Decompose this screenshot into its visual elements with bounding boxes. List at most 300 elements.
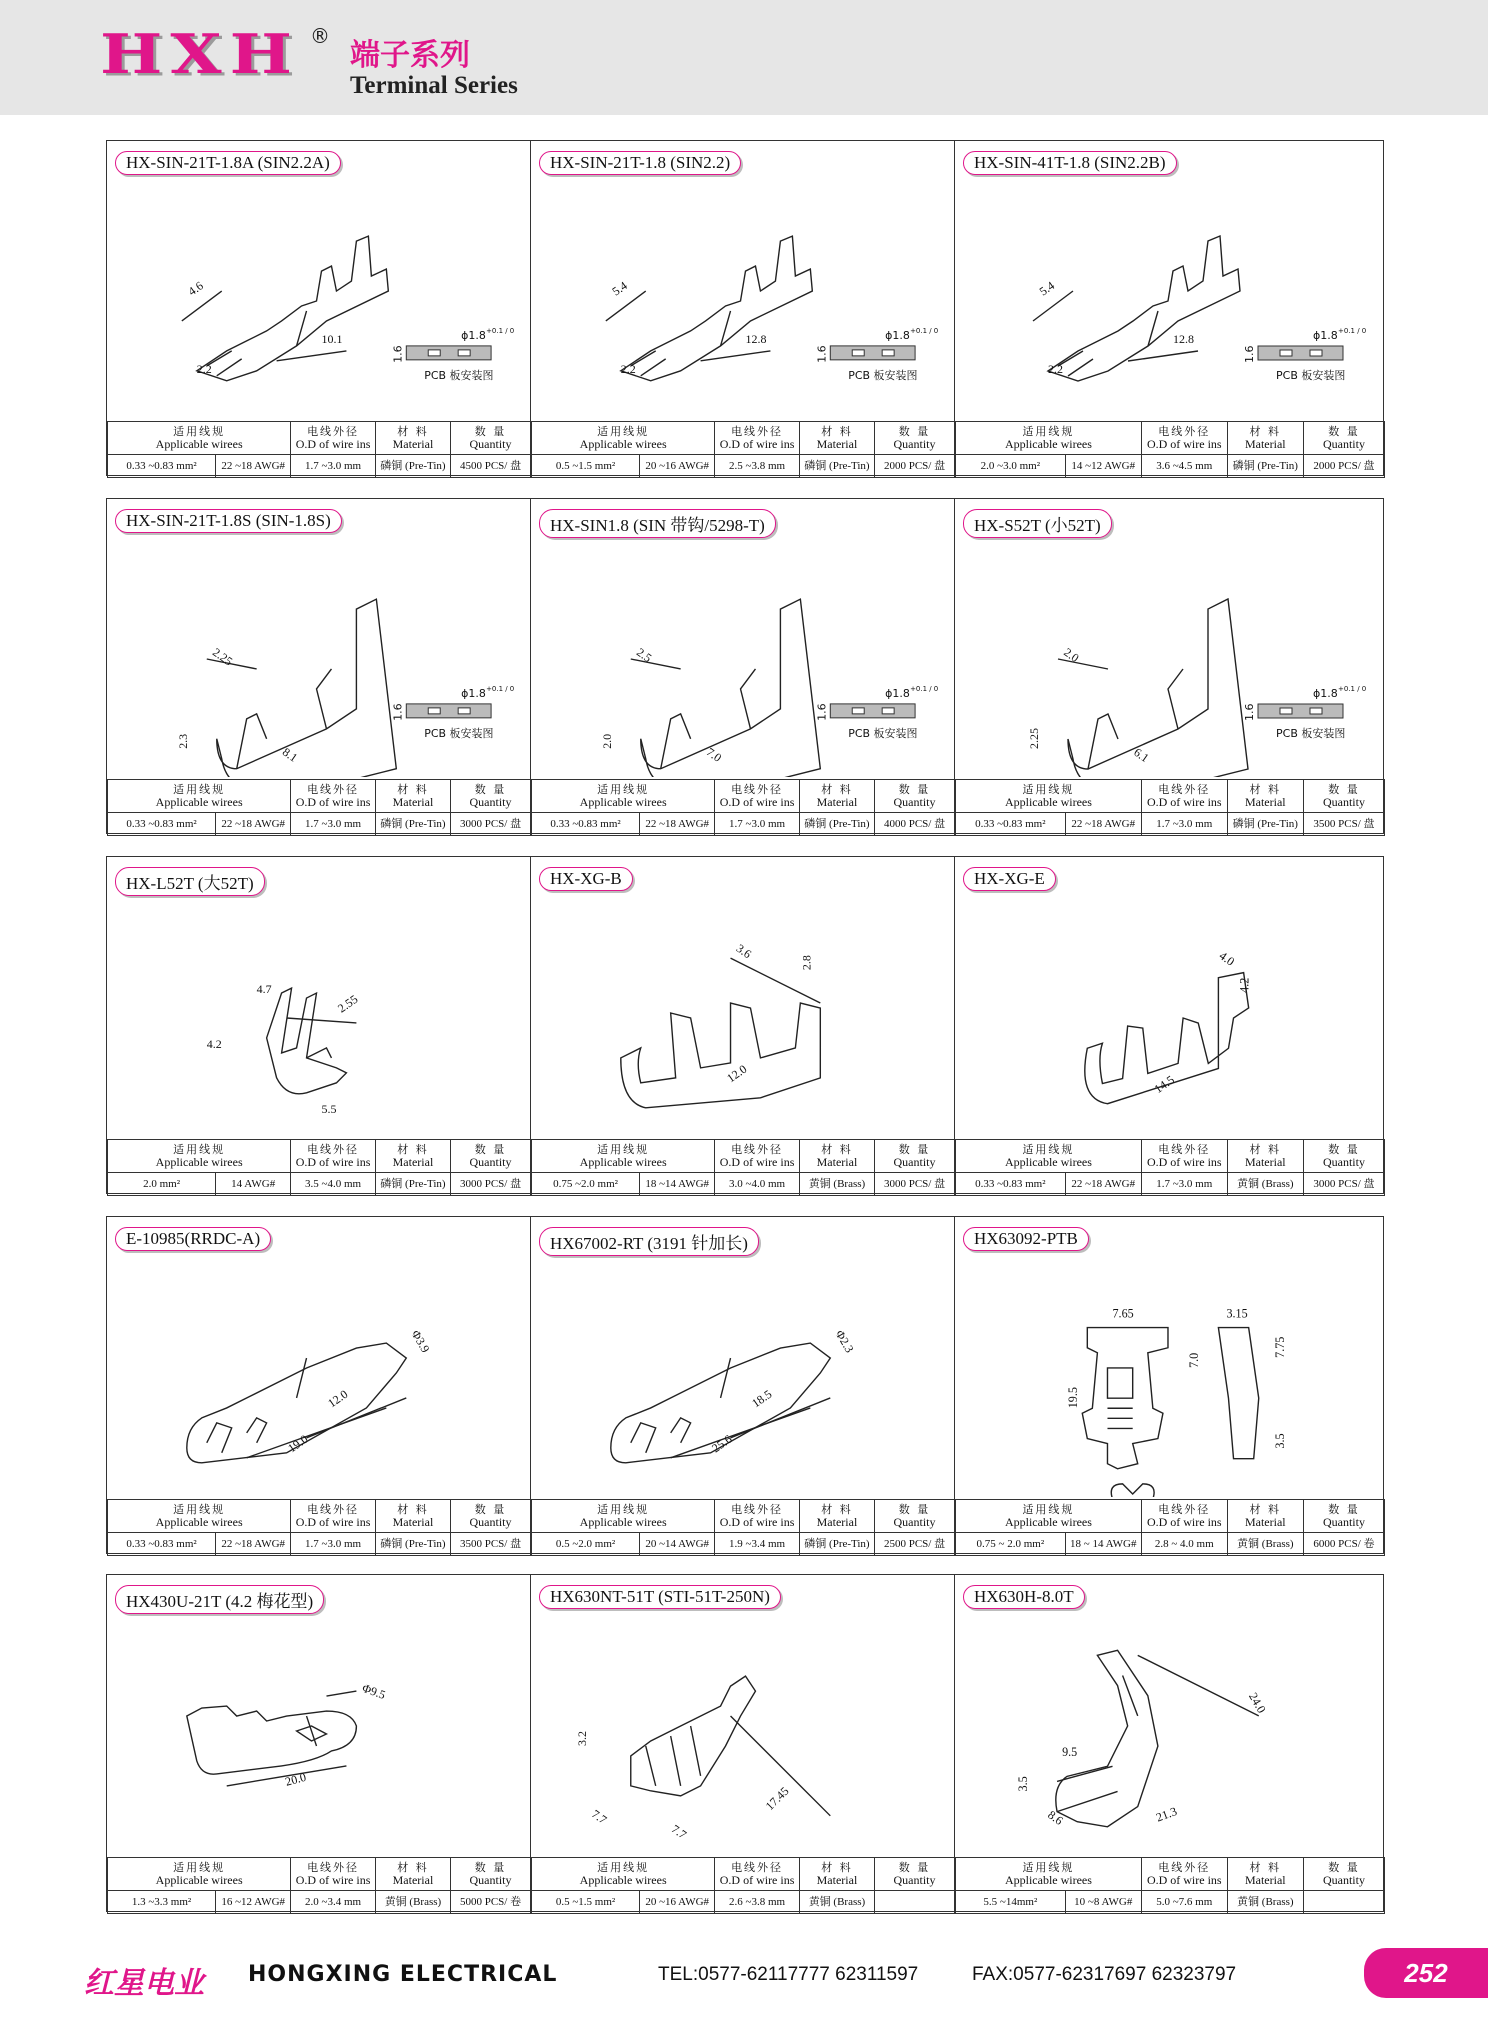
spec-value-qty: 5000 PCS/ 卷 <box>451 1891 531 1914</box>
terminal-drawing <box>955 181 1385 419</box>
terminal-outline <box>621 1003 821 1108</box>
pcb-board-section <box>1258 704 1343 718</box>
product-model-label: HX63092-PTB <box>963 1227 1089 1251</box>
spec-header-en: Material <box>816 1873 858 1887</box>
terminal-outline <box>287 1018 357 1058</box>
pcb-hole <box>882 350 894 356</box>
dimension-label: 7.75 <box>1272 1336 1287 1358</box>
terminal-outline <box>641 599 821 777</box>
spec-header-en: Quantity <box>893 795 936 809</box>
spec-header-cn: 材 料 <box>821 1503 853 1516</box>
product-model-label: HX-SIN-21T-1.8A (SIN2.2A) <box>115 151 341 175</box>
dimension-label: 4.2 <box>1237 977 1252 993</box>
product-card <box>531 141 955 475</box>
spec-header <box>451 1500 531 1533</box>
product-card <box>531 857 955 1193</box>
pcb-thickness: 1.6 <box>1243 345 1256 363</box>
spec-header <box>108 780 291 813</box>
spec-header-cn: 电线外径 <box>731 1861 784 1874</box>
spec-value-qty <box>875 1891 955 1914</box>
spec-value-material: 磷铜 (Pre-Tin) <box>375 455 450 478</box>
series-title-en: Terminal Series <box>350 72 518 99</box>
dimension-label: 12.0 <box>724 1061 750 1086</box>
spec-value-od: 1.7 ~3.0 mm <box>291 455 376 478</box>
pcb-label: PCB 板安装图 <box>1276 727 1346 740</box>
spec-value-awg: 22 ~18 AWG# <box>640 813 715 836</box>
spec-table <box>531 1857 955 1911</box>
pcb-thickness: 1.6 <box>391 345 405 363</box>
dimension-label: 2.25 <box>1027 728 1041 749</box>
terminal-outline <box>1056 1650 1158 1826</box>
spec-header-cn: 数 量 <box>898 1861 931 1874</box>
spec-header-cn: 适用线规 <box>1022 783 1075 796</box>
spec-value-od: 1.7 ~3.0 mm <box>1141 1173 1227 1196</box>
dimension-line <box>1138 1655 1259 1716</box>
spec-header-en: Applicable wirees <box>1004 1873 1092 1887</box>
pcb-thickness: 1.6 <box>391 703 405 721</box>
terminal-drawing <box>531 539 954 777</box>
brand-logo: HXH <box>100 22 300 86</box>
spec-header-cn: 数 量 <box>1328 1143 1360 1156</box>
spec-value-wires: 1.3 ~3.3 mm² <box>108 1891 216 1914</box>
dimension-label: 2.5 <box>634 644 655 666</box>
dimension-label: 12.8 <box>1173 332 1194 346</box>
spec-value-qty: 2000 PCS/ 盘 <box>875 455 955 478</box>
spec-value-material: 磷铜 (Pre-Tin) <box>1227 813 1303 836</box>
spec-header <box>291 1858 376 1891</box>
spec-header <box>799 422 874 455</box>
spec-value-material: 黄铜 (Brass) <box>1227 1891 1303 1914</box>
dimension-line <box>307 1398 407 1438</box>
spec-header-en: O.D of wire ins <box>1146 437 1222 451</box>
company-name-cn: 红星电业 <box>84 1966 204 2001</box>
spec-header-en: Material <box>392 1873 434 1887</box>
dimension-line <box>671 1408 811 1458</box>
spec-value-od: 5.0 ~7.6 mm <box>1141 1891 1227 1914</box>
spec-header <box>799 1500 874 1533</box>
spec-value-qty <box>1303 1891 1384 1914</box>
spec-value-material: 磷铜 (Pre-Tin) <box>375 813 450 836</box>
pcb-hole-tolerance: +0.1 / 0 <box>910 684 939 693</box>
spec-header-en: Applicable wirees <box>1004 795 1092 809</box>
spec-table <box>531 421 955 475</box>
spec-header-en: O.D of wire ins <box>295 437 371 451</box>
spec-value-material: 磷铜 (Pre-Tin) <box>799 1533 874 1556</box>
dimension-label: 12.0 <box>325 1386 351 1411</box>
spec-header <box>875 1140 955 1173</box>
spec-header-cn: 材 料 <box>1249 425 1282 438</box>
spec-header-cn: 数 量 <box>474 425 507 438</box>
spec-header <box>875 422 955 455</box>
spec-header-en: Material <box>392 1155 434 1169</box>
spec-header-en: Applicable wirees <box>155 1155 243 1169</box>
spec-value-awg: 20 ~16 AWG# <box>640 455 715 478</box>
spec-value-qty: 3000 PCS/ 盘 <box>451 813 531 836</box>
dimension-label: 7.7 <box>589 1806 610 1827</box>
spec-header-en: Quantity <box>893 437 936 451</box>
dimension-label: 6.1 <box>1131 744 1152 766</box>
terminal-drawing <box>107 181 530 419</box>
spec-header <box>956 422 1142 455</box>
spec-table <box>107 1857 531 1911</box>
dimension-label: 2.25 <box>210 644 236 669</box>
spec-value-awg: 22 ~18 AWG# <box>1065 813 1141 836</box>
product-card <box>531 499 955 833</box>
spec-header-cn: 适用线规 <box>1022 1503 1075 1516</box>
spec-header-cn: 数 量 <box>1328 1503 1360 1516</box>
pcb-hole-tolerance: +0.1 / 0 <box>486 684 515 693</box>
spec-header-en: Applicable wirees <box>155 1873 243 1887</box>
pcb-label: PCB 板安装图 <box>424 726 494 740</box>
pcb-hole-tolerance: +0.1 / 0 <box>486 326 515 335</box>
spec-header-en: O.D of wire ins <box>295 1873 371 1887</box>
pcb-hole-diameter: ϕ1.8 <box>461 328 486 342</box>
spec-header-cn: 数 量 <box>474 1143 507 1156</box>
product-model-label: HX-XG-B <box>539 867 633 891</box>
pcb-hole-diameter: ϕ1.8 <box>1313 329 1338 342</box>
spec-header-en: O.D of wire ins <box>295 1155 371 1169</box>
telephone: TEL:0577-62117777 62311597 <box>658 1964 919 1985</box>
spec-header-en: Quantity <box>893 1873 936 1887</box>
pcb-hole-diameter: ϕ1.8 <box>885 328 910 342</box>
spec-header-en: Applicable wirees <box>579 1155 667 1169</box>
spec-value-material: 磷铜 (Pre-Tin) <box>375 1173 450 1196</box>
spec-header <box>956 1858 1142 1891</box>
terminal-drawing <box>531 181 954 419</box>
dimension-label: 4.7 <box>256 982 272 997</box>
spec-header-cn: 适用线规 <box>1022 1143 1075 1156</box>
spec-header-en: Material <box>816 1515 858 1529</box>
spec-value-material: 黄铜 (Brass) <box>1227 1533 1303 1556</box>
spec-value-qty: 3000 PCS/ 盘 <box>1303 1173 1384 1196</box>
pcb-label: PCB 板安装图 <box>848 368 918 382</box>
spec-value-od: 3.0 ~4.0 mm <box>715 1173 800 1196</box>
spec-value-od: 1.7 ~3.0 mm <box>291 1533 376 1556</box>
spec-value-od: 2.5 ~3.8 mm <box>715 455 800 478</box>
dimension-label: 20.0 <box>283 1769 308 1789</box>
spec-header-en: O.D of wire ins <box>295 1515 371 1529</box>
pcb-hole <box>1280 708 1292 714</box>
spec-header <box>375 422 450 455</box>
spec-value-awg: 14 ~12 AWG# <box>1065 455 1141 478</box>
spec-header-en: O.D of wire ins <box>719 1873 795 1887</box>
spec-header <box>1303 1500 1384 1533</box>
spec-value-material: 黄铜 (Brass) <box>799 1891 874 1914</box>
spec-header-cn: 电线外径 <box>731 425 784 438</box>
spec-value-qty: 3500 PCS/ 盘 <box>1303 813 1384 836</box>
spec-header-cn: 电线外径 <box>307 425 360 438</box>
spec-header <box>108 1140 291 1173</box>
terminal-drawing <box>107 1615 530 1855</box>
pcb-board-section <box>406 704 491 718</box>
dimension-label: 25.6 <box>709 1431 735 1456</box>
product-card <box>107 857 531 1193</box>
spec-header-en: Applicable wirees <box>1004 1155 1092 1169</box>
pcb-mount-diagram <box>815 327 938 382</box>
dimension-label: 19.0 <box>285 1431 311 1456</box>
spec-value-qty: 6000 PCS/ 卷 <box>1303 1533 1384 1556</box>
dimension-line <box>606 291 646 321</box>
pcb-mount-diagram <box>815 685 938 740</box>
spec-header <box>715 780 800 813</box>
spec-value-awg: 20 ~14 AWG# <box>640 1533 715 1556</box>
pcb-mount-diagram <box>1243 327 1366 382</box>
spec-header-cn: 材 料 <box>397 1143 429 1156</box>
pcb-hole-tolerance: +0.1 / 0 <box>1338 327 1367 335</box>
spec-header <box>875 1500 955 1533</box>
pcb-board-section <box>830 704 915 718</box>
spec-header <box>1227 1500 1303 1533</box>
product-model-label: HX-XG-E <box>963 867 1056 891</box>
spec-header-en: Applicable wirees <box>155 1515 243 1529</box>
dimension-label: 17.45 <box>762 1783 792 1813</box>
series-title-cn: 端子系列 <box>350 38 470 73</box>
spec-value-awg: 14 AWG# <box>216 1173 291 1196</box>
spec-header <box>375 1140 450 1173</box>
spec-header-cn: 数 量 <box>1328 783 1360 796</box>
terminal-outline <box>646 1726 701 1786</box>
dimension-label: Φ2.3 <box>832 1327 857 1356</box>
terminal-drawing <box>955 539 1385 777</box>
spec-header-en: Quantity <box>893 1515 936 1529</box>
spec-value-wires: 0.5 ~2.0 mm² <box>532 1533 640 1556</box>
spec-header-en: O.D of wire ins <box>719 1155 795 1169</box>
pcb-hole <box>882 708 894 714</box>
pcb-thickness: 1.6 <box>1243 703 1256 721</box>
dimension-label: 5.4 <box>609 278 630 299</box>
spec-table <box>955 1139 1385 1193</box>
spec-header-cn: 数 量 <box>1328 425 1360 438</box>
spec-value-qty: 2500 PCS/ 盘 <box>875 1533 955 1556</box>
spec-header-cn: 电线外径 <box>307 1503 360 1516</box>
spec-header-cn: 适用线规 <box>173 425 226 438</box>
pcb-hole-diameter: ϕ1.8 <box>1313 687 1338 700</box>
dimension-line <box>1033 291 1073 321</box>
spec-header-cn: 材 料 <box>1249 1861 1282 1874</box>
dimension-label: Φ3.9 <box>408 1327 433 1356</box>
pcb-hole-diameter: ϕ1.8 <box>461 686 486 700</box>
dimension-label: 2.3 <box>175 733 190 749</box>
terminal-drawing <box>531 1257 954 1497</box>
page-number: 252 <box>1364 1948 1488 1998</box>
spec-header-en: O.D of wire ins <box>719 795 795 809</box>
spec-header <box>799 1140 874 1173</box>
dimension-label: 9.5 <box>1062 1745 1078 1760</box>
dimension-label: 7.7 <box>668 1821 690 1842</box>
product-model-label: E-10985(RRDC-A) <box>115 1227 271 1251</box>
fax: FAX:0577-62317697 62323797 <box>972 1964 1237 1985</box>
spec-header-en: Quantity <box>1322 1873 1365 1887</box>
spec-header <box>1141 422 1227 455</box>
spec-header-en: Material <box>392 795 434 809</box>
product-card <box>955 857 1385 1193</box>
dimension-line <box>182 291 222 321</box>
spec-header-cn: 材 料 <box>821 1143 853 1156</box>
pcb-hole-tolerance: +0.1 / 0 <box>1338 685 1367 693</box>
terminal-drawing <box>955 1257 1385 1497</box>
dimension-label: 10.1 <box>321 331 343 346</box>
spec-value-awg: 10 ~8 AWG# <box>1065 1891 1141 1914</box>
spec-header-cn: 适用线规 <box>1022 425 1075 438</box>
terminal-drawing <box>955 897 1385 1137</box>
spec-header <box>956 780 1142 813</box>
spec-table <box>107 421 531 475</box>
spec-header <box>375 1500 450 1533</box>
dimension-label: 14.5 <box>1151 1072 1177 1097</box>
pcb-hole <box>1310 708 1322 714</box>
spec-header <box>532 780 715 813</box>
spec-header-cn: 电线外径 <box>731 1503 784 1516</box>
terminal-outline <box>1057 1676 1138 1812</box>
spec-header-cn: 材 料 <box>1249 1503 1282 1516</box>
spec-header-cn: 材 料 <box>1249 1143 1282 1156</box>
pcb-mount-diagram <box>391 327 514 382</box>
spec-header-en: Quantity <box>469 1873 512 1887</box>
spec-value-od: 3.6 ~4.5 mm <box>1141 455 1227 478</box>
dimension-label: 3.6 <box>733 941 755 962</box>
spec-value-material: 磷铜 (Pre-Tin) <box>375 1533 450 1556</box>
dimension-label: 4.0 <box>1216 948 1238 969</box>
spec-header-cn: 适用线规 <box>597 425 650 438</box>
terminal-drawing <box>531 897 954 1137</box>
spec-header-cn: 材 料 <box>397 783 429 796</box>
spec-header-cn: 材 料 <box>397 1503 429 1516</box>
product-card <box>107 1217 531 1553</box>
spec-value-od: 1.7 ~3.0 mm <box>1141 813 1227 836</box>
spec-header-cn: 数 量 <box>474 783 507 796</box>
spec-value-material: 磷铜 (Pre-Tin) <box>1227 455 1303 478</box>
spec-value-wires: 0.5 ~1.5 mm² <box>532 455 640 478</box>
spec-header <box>532 422 715 455</box>
spec-header-en: O.D of wire ins <box>1146 1155 1222 1169</box>
spec-value-awg: 22 ~18 AWG# <box>216 1533 291 1556</box>
spec-header-en: Material <box>392 437 434 451</box>
terminal-outline <box>631 311 731 376</box>
spec-value-material: 黄铜 (Brass) <box>1227 1173 1303 1196</box>
spec-header <box>715 422 800 455</box>
spec-value-awg: 18 ~14 AWG# <box>640 1173 715 1196</box>
pcb-hole <box>1310 350 1322 356</box>
spec-header <box>291 422 376 455</box>
dimension-label: 2.0 <box>1061 644 1082 666</box>
spec-header-en: Quantity <box>1322 437 1365 451</box>
spec-table <box>531 1499 955 1553</box>
dimension-label: 2.8 <box>799 955 814 971</box>
dimension-label: 12.8 <box>745 331 767 346</box>
spec-header <box>532 1140 715 1173</box>
spec-header <box>799 1858 874 1891</box>
terminal-drawing <box>107 897 530 1137</box>
pcb-label: PCB 板安装图 <box>848 726 918 740</box>
spec-header-en: Quantity <box>1322 1515 1365 1529</box>
spec-header-en: Material <box>816 795 858 809</box>
spec-value-wires: 0.75 ~ 2.0 mm² <box>956 1533 1066 1556</box>
spec-header-en: Quantity <box>893 1155 936 1169</box>
spec-header-en: Quantity <box>469 795 512 809</box>
spec-value-wires: 0.75 ~2.0 mm² <box>532 1173 640 1196</box>
product-card <box>955 141 1385 475</box>
terminal-outline <box>187 1706 357 1774</box>
spec-header <box>1141 1500 1227 1533</box>
spec-header-en: Material <box>392 1515 434 1529</box>
spec-header <box>875 1858 955 1891</box>
spec-value-od: 1.7 ~3.0 mm <box>715 813 800 836</box>
pcb-hole <box>1280 350 1292 356</box>
spec-value-awg: 16 ~12 AWG# <box>216 1891 291 1914</box>
spec-header <box>108 1500 291 1533</box>
terminal-outline <box>1218 1328 1258 1459</box>
spec-value-qty: 3500 PCS/ 盘 <box>451 1533 531 1556</box>
spec-header-cn: 材 料 <box>821 1861 853 1874</box>
spec-header-cn: 适用线规 <box>173 1143 226 1156</box>
spec-header-cn: 材 料 <box>821 425 853 438</box>
product-card <box>955 1217 1385 1553</box>
spec-header-cn: 电线外径 <box>1158 1861 1211 1874</box>
product-model-label: HX-SIN-21T-1.8S (SIN-1.8S) <box>115 509 342 533</box>
spec-value-od: 3.5 ~4.0 mm <box>291 1173 376 1196</box>
dimension-label: 19.5 <box>1066 1387 1081 1409</box>
spec-header <box>799 780 874 813</box>
product-card <box>107 141 531 475</box>
registered-mark: ® <box>310 24 330 48</box>
spec-header <box>1227 780 1303 813</box>
spec-value-wires: 0.33 ~0.83 mm² <box>956 1173 1066 1196</box>
spec-header <box>451 1858 531 1891</box>
spec-header-en: Material <box>816 437 858 451</box>
spec-table <box>955 421 1385 475</box>
terminal-outline <box>297 1716 327 1746</box>
spec-header-en: Quantity <box>469 1515 512 1529</box>
dimension-label: 2.55 <box>335 991 361 1016</box>
dimension-label: 5.5 <box>321 1101 337 1116</box>
spec-header <box>715 1858 800 1891</box>
pcb-mount-diagram <box>1243 685 1366 740</box>
spec-header-cn: 电线外径 <box>307 783 360 796</box>
spec-header <box>291 780 376 813</box>
dimension-label: 8.1 <box>279 744 301 765</box>
dimension-line <box>631 659 681 669</box>
spec-value-material: 黄铜 (Brass) <box>799 1173 874 1196</box>
product-model-label: HX630NT-51T (STI-51T-250N) <box>539 1585 781 1609</box>
spec-header-en: Material <box>1244 1155 1286 1169</box>
spec-header-cn: 适用线规 <box>1022 1861 1075 1874</box>
spec-header-en: Applicable wirees <box>579 437 667 451</box>
product-model-label: HX630H-8.0T <box>963 1585 1085 1609</box>
product-model-label: HX430U-21T (4.2 梅花型) <box>115 1585 324 1614</box>
terminal-outline <box>1111 1484 1154 1497</box>
product-card <box>531 1575 955 1911</box>
spec-header-cn: 材 料 <box>821 783 853 796</box>
spec-value-wires: 0.33 ~0.83 mm² <box>108 1533 216 1556</box>
spec-table <box>955 1857 1385 1911</box>
dimension-label: 3.15 <box>1226 1306 1248 1321</box>
pcb-hole <box>458 708 470 714</box>
spec-value-qty: 3000 PCS/ 盘 <box>875 1173 955 1196</box>
spec-header <box>291 1140 376 1173</box>
spec-value-material: 磷铜 (Pre-Tin) <box>799 813 874 836</box>
pcb-board-section <box>830 346 915 360</box>
spec-header-en: Applicable wirees <box>155 437 243 451</box>
spec-value-material: 磷铜 (Pre-Tin) <box>799 455 874 478</box>
spec-header <box>532 1858 715 1891</box>
spec-header-en: Material <box>816 1155 858 1169</box>
pcb-thickness: 1.6 <box>815 345 829 363</box>
spec-header-en: O.D of wire ins <box>719 1515 795 1529</box>
spec-header-en: Applicable wirees <box>579 1873 667 1887</box>
dimension-label: Φ9.5 <box>360 1680 388 1703</box>
pcb-mount-diagram <box>391 685 514 740</box>
spec-header-en: O.D of wire ins <box>1146 1873 1222 1887</box>
